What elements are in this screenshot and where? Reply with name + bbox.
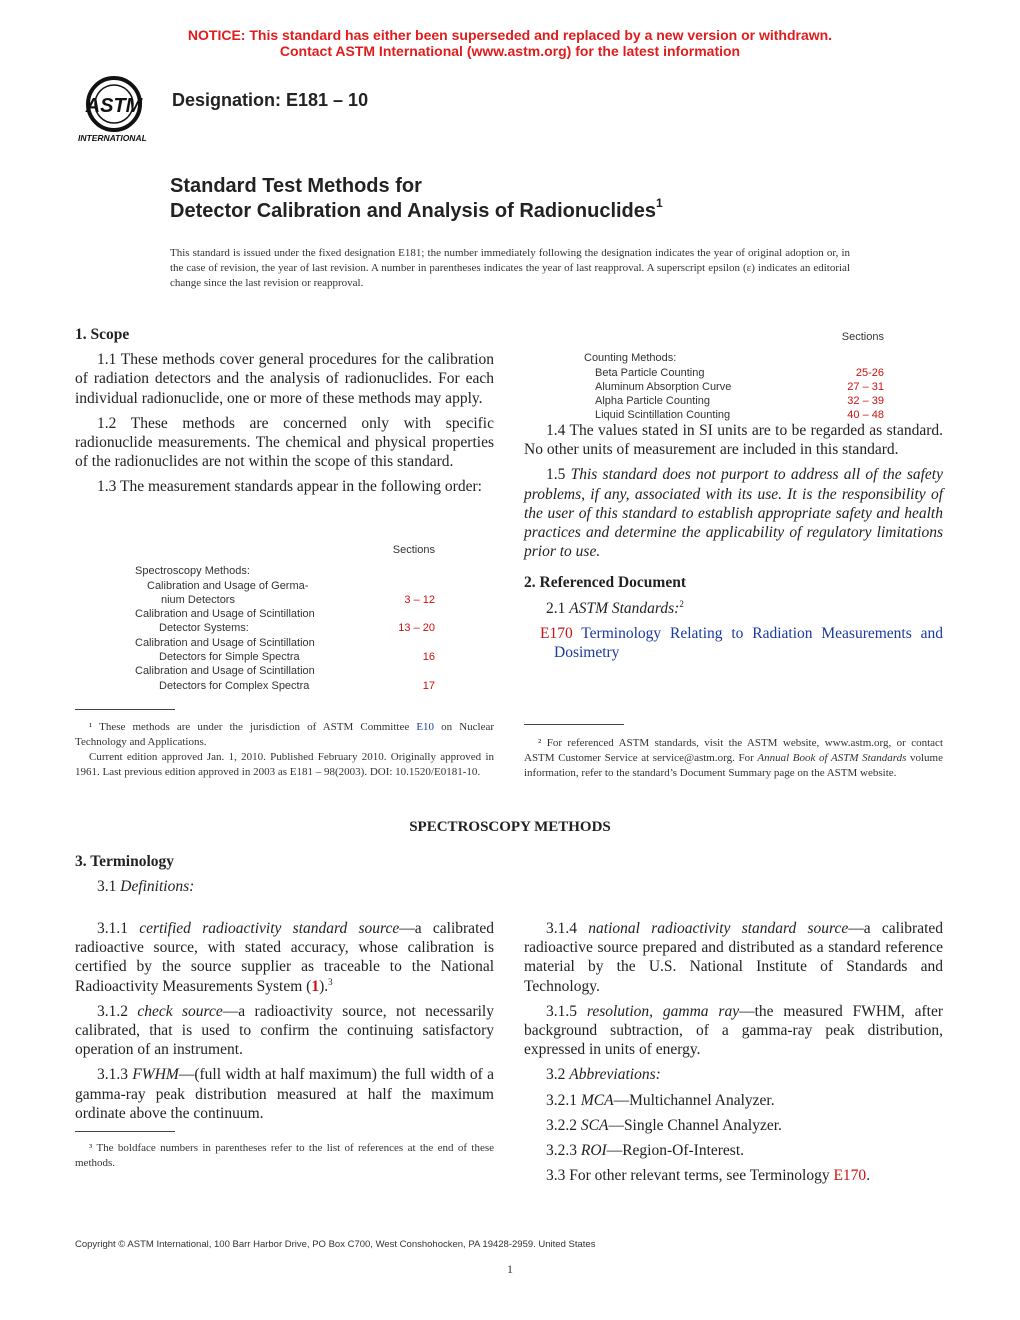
toc-left-row2a: Calibration and Usage of Scintillation — [135, 608, 315, 621]
toc-right-group: Counting Methods: — [584, 352, 677, 365]
abbr-3-2-2: 3.2.2 SCA—Single Channel Analyzer. — [546, 1116, 782, 1134]
toc-right-row2: Aluminum Absorption Curve 27 – 31 — [595, 380, 884, 393]
def-3-1-2: 3.1.2 check source—a radioactivity source, not necessarily calibrated, that is used to confirm the continuing satisfactory operation of an instrument. — [75, 1002, 494, 1059]
left-column-defs — [75, 919, 494, 1129]
para-3-3: 3.3 For other relevant terms, see Terminology E170. — [546, 1167, 871, 1185]
e170-ref-link[interactable]: E170 — [833, 1167, 867, 1185]
astm-logo — [72, 74, 162, 146]
para-1-5: 1.5 This standard does not purport to address all of the safety problems, if any, associated with its use. It is the responsibility of the user of this standard to establish appropriate safety and health practices and determine the applicability of regulatory limitations prior to use. — [524, 466, 943, 561]
footnote-rule-right — [524, 724, 624, 725]
e10-link[interactable]: E10 — [416, 721, 435, 733]
toc-left-row1a: Calibration and Usage of Germa- — [147, 579, 309, 592]
toc-left-row3: Detectors for Simple Spectra 16 — [159, 651, 435, 664]
copyright: Copyright © ASTM International, 100 Barr Harbor Drive, PO Box C700, West Conshohocken, PA 19428-2959. United States — [75, 1239, 596, 1250]
issue-note: This standard is issued under the fixed designation E181; the number immediately following the designation indicates the year of original adoption or, in the case of revision, the year of last revision. A number in parentheses indicates the year of last reapproval. A superscript epsilon (ε) indicates an editorial change since the last revision or reapproval. — [170, 247, 850, 289]
para-3-2: 3.2 Abbreviations: — [546, 1066, 661, 1084]
toc-right-sections-label: Sections — [841, 331, 884, 343]
ref-e170[interactable] — [524, 624, 943, 662]
e170-code[interactable]: E170 — [540, 624, 573, 642]
notice-line-1: NOTICE: This standard has either been superseded and replaced by a new version or withdrawn. — [187, 27, 833, 43]
abbr-3-2-3: 3.2.3 ROI—Region-Of-Interest. — [546, 1142, 745, 1160]
terminology-block — [75, 852, 494, 902]
toc-right-row1: Beta Particle Counting 25-26 — [595, 366, 884, 379]
toc-left-group: Spectroscopy Methods: — [135, 565, 250, 578]
toc-left-sections-label: Sections — [392, 544, 435, 556]
spectroscopy-heading: SPECTROSCOPY METHODS — [409, 819, 611, 835]
right-column-defs — [524, 919, 943, 1191]
toc-left-row3a: Calibration and Usage of Scintillation — [135, 636, 315, 649]
toc-left-row1: nium Detectors 3 – 12 — [161, 593, 435, 606]
title-line-1: Standard Test Methods for — [170, 175, 422, 197]
logo-international: INTERNATIONAL — [78, 133, 147, 143]
para-1-1: 1.1 These methods cover general procedures for the calibration of radiation detectors and the analysis of radionuclides. For each individual radionuclide, one or more of these methods may apply. — [75, 351, 494, 407]
toc-left-row4a: Calibration and Usage of Scintillation — [135, 665, 315, 678]
footnote-3: ³ The boldface numbers in parentheses refer to the list of references at the end of these methods. — [75, 1142, 494, 1169]
para-1-2: 1.2 These methods are concerned only with specific radionuclide measurements. The chemical and physical properties of the radionuclides are not within the scope of this standard. — [75, 414, 494, 471]
footnote-1: ¹ These methods are under the jurisdiction of ASTM Committee E10 on Nuclear Technology and Applications. Current edition approved Jan. 1, 2010. Published February 2010. Originally approved in 1961. Last previous edition approved in 2003 as E181 – 98(2003). DOI: 10.1520/E0181-10. — [75, 721, 495, 778]
def-3-1-3: 3.1.3 FWHM—(full width at half maximum) the full width of a gamma-ray peak distribution measured at half the maximum ordinate above the continuum. — [75, 1066, 495, 1122]
toc-left-row2: Detector Systems: 13 – 20 — [159, 622, 435, 635]
def-3-1-1: 3.1.1 certified radioactivity standard source—a calibrated radioactive source, with stated accuracy, whose calibration is certified by the source supplier as traceable to the National Radioactivity Measurements System (1).$^3$ — [75, 920, 495, 995]
para-2-1: 2.1 ASTM Standards:$^2$ — [546, 598, 684, 617]
footnote-1-edition: Current edition approved Jan. 1, 2010. Published February 2010. Originally approved in 1961. Last previous edition approved in 2003 as E181 – 98(2003). DOI: 10.1520/E0181-10. — [75, 751, 494, 778]
def-3-1-5: 3.1.5 resolution, gamma ray—the measured FWHM, after background subtraction, of a gamma-ray peak distribution, expressed in units of energy. — [524, 1002, 943, 1059]
footnote-2: ² For referenced ASTM standards, visit the ASTM website, www.astm.org, or contact ASTM Customer Service at service@astm.org. For Annual Book of ASTM Standards volume information, refer to the standard’s Document Summary page on the ASTM website. — [524, 737, 943, 779]
toc-right — [584, 330, 884, 423]
toc-right-row4: Liquid Scintillation Counting 40 – 48 — [595, 409, 884, 422]
designation: Designation: E181 – 10 — [172, 90, 369, 110]
def-3-1-4: 3.1.4 national radioactivity standard source—a calibrated radioactive source prepared and distributed as a standard reference material by the U.S. National Institute of Standards and Technology. — [524, 920, 944, 995]
right-column — [524, 421, 943, 662]
footnote-rule-3 — [75, 1131, 175, 1132]
scope-heading: 1. Scope — [75, 326, 130, 343]
para-3-1: 3.1 Definitions: — [97, 878, 195, 896]
notice-line-2: Contact ASTM International (www.astm.org) for the latest information — [279, 43, 741, 59]
terminology-heading: 3. Terminology — [75, 853, 175, 870]
toc-right-row3: Alpha Particle Counting 32 – 39 — [595, 395, 884, 408]
svg-text:ASTM: ASTM — [85, 95, 143, 117]
ref-heading: 2. Referenced Document — [524, 574, 686, 592]
e170-title[interactable]: Terminology Relating to Radiation Measurements and Dosimetry — [554, 624, 943, 662]
abbr-3-2-1: 3.2.1 MCA—Multichannel Analyzer. — [546, 1091, 775, 1109]
page-number: 1 — [507, 1262, 513, 1276]
ref-1-link[interactable]: 1 — [311, 977, 320, 995]
para-1-4: 1.4 The values stated in SI units are to be regarded as standard. No other units of measurement are included in this standard. — [524, 422, 943, 459]
toc-left — [135, 543, 435, 693]
para-1-3: 1.3 The measurement standards appear in the following order: — [97, 478, 482, 496]
title-line-2: Detector Calibration and Analysis of Radionuclides$^1$ — [170, 196, 663, 222]
toc-left-row4: Detectors for Complex Spectra 17 — [159, 679, 435, 692]
left-column — [75, 325, 494, 503]
footnote-rule-left — [75, 709, 175, 710]
